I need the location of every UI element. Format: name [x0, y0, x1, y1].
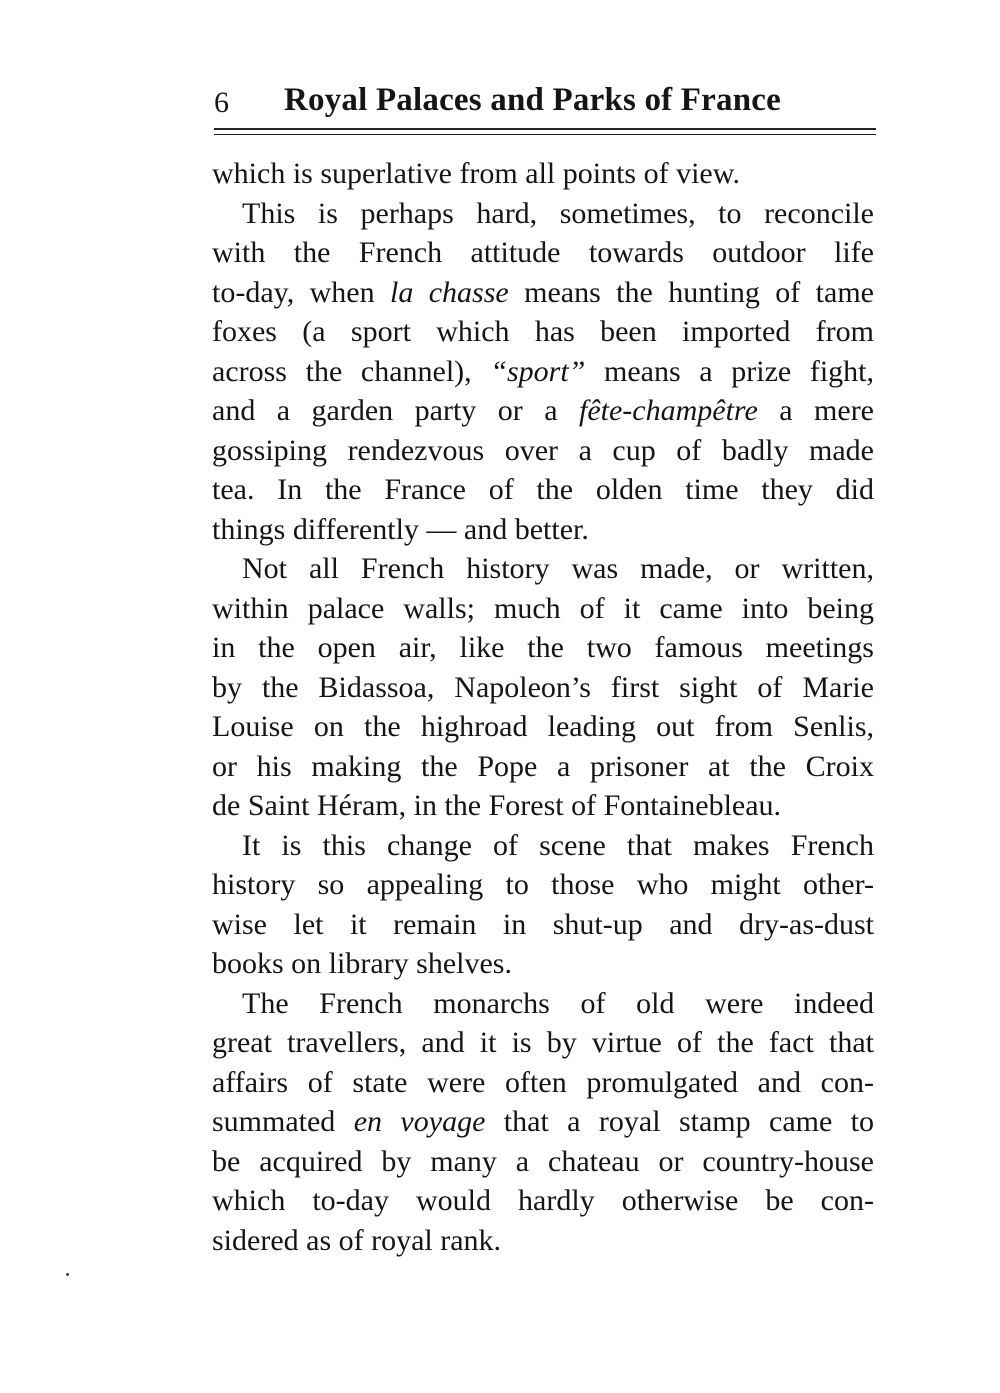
text-line: This is perhaps hard, sometimes, to reconcile [242, 196, 874, 230]
text-segment: and a garden party or a [212, 394, 558, 427]
text-segment: a mere [779, 394, 874, 427]
text-line: be acquired by many a chateau or country-house [212, 1144, 874, 1178]
text-line: in the open air, like the two famous meetings [212, 631, 874, 664]
text-segment: that a royal stamp came to [503, 1105, 875, 1138]
text-line [212, 352, 874, 392]
text-line: with the French attitude towards outdoor life [212, 236, 874, 269]
text-line: affairs of state were often promulgated and con- [212, 1065, 874, 1099]
scan-speck [66, 1273, 69, 1276]
text-segment: to-day, when [212, 275, 375, 309]
paragraph-3 [212, 549, 874, 826]
text-segment: across the channel), [212, 354, 472, 388]
page-number: 6 [214, 86, 229, 119]
italic-phrase: la chasse [389, 275, 509, 309]
running-head [214, 80, 876, 126]
italic-phrase: en voyage [353, 1105, 486, 1138]
text-line: tea. In the France of the olden time they did [212, 473, 874, 506]
text-line: Not all French history was made, or written, [242, 552, 874, 585]
text-segment: means the hunting of tame [524, 275, 874, 309]
paragraph-5 [212, 984, 874, 1261]
text-line [212, 391, 874, 431]
paragraph-2 [212, 194, 874, 550]
text-line: which is superlative from all points of view. [212, 157, 740, 190]
paragraph-1 [212, 154, 874, 194]
body-text [212, 154, 874, 1260]
text-line: It is this change of scene that makes French [242, 828, 874, 862]
text-line: great travellers, and it is by virtue of the fact that [212, 1026, 874, 1059]
text-line: de Saint Héram, in the Forest of Fontainebleau. [212, 789, 782, 822]
text-line: books on library shelves. [212, 947, 512, 980]
text-line [212, 1102, 874, 1142]
text-line: by the Bidassoa, Napoleon’s first sight of Marie [212, 670, 874, 704]
text-line [212, 273, 874, 313]
text-segment: means a prize fight, [604, 354, 874, 388]
text-line: gossiping rendezvous over a cup of badly made [212, 433, 874, 467]
text-segment: summated [212, 1105, 336, 1138]
text-line: within palace walls; much of it came into being [212, 591, 874, 625]
header-rule-thin [214, 134, 876, 135]
text-line: things differently — and better. [212, 512, 589, 546]
text-line: history so appealing to those who might other- [212, 868, 874, 901]
running-title: Royal Palaces and Parks of France [284, 82, 781, 118]
text-line: which to-day would hardly otherwise be con- [212, 1184, 874, 1217]
header-rule-thick [214, 128, 876, 130]
text-line: Louise on the highroad leading out from Senlis, [212, 710, 874, 743]
text-line: foxes (a sport which has been imported from [212, 315, 874, 348]
italic-phrase: fête-champêtre [578, 394, 758, 427]
paragraph-4 [212, 826, 874, 984]
text-line: wise let it remain in shut-up and dry-as-dust [212, 907, 874, 941]
italic-phrase: “sport” [490, 354, 586, 388]
text-line: sidered as of royal rank. [212, 1223, 502, 1257]
text-line: The French monarchs of old were indeed [242, 986, 874, 1020]
text-line: or his making the Pope a prisoner at the Croix [212, 749, 874, 783]
